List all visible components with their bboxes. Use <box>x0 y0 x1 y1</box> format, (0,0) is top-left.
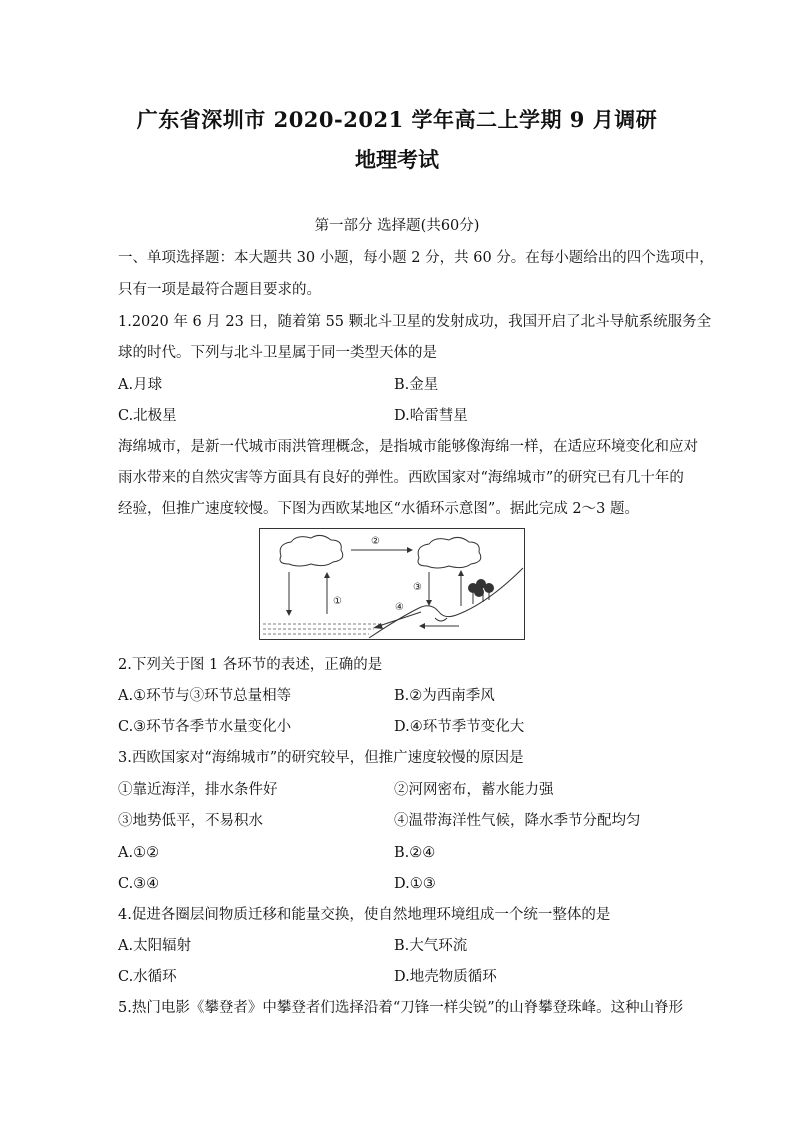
q3-statement-4: ④温带海洋性气候，降水季节分配均匀 <box>394 813 641 829</box>
label-2: ② <box>371 536 380 547</box>
q4-option-b: B.大气环流 <box>394 938 468 954</box>
section-header: 第一部分 选择题(共60分) <box>314 218 480 234</box>
q1-option-b: B.金星 <box>394 377 439 393</box>
q2-option-a: A.①环节与③环节总量相等 <box>118 688 292 704</box>
q1-option-c: C.北极星 <box>118 408 177 424</box>
q4-stem: 4.促进各圈层间物质迁移和能量交换，使自然地理环境组成一个统一整体的是 <box>118 907 611 923</box>
page-subtitle: 地理考试 <box>355 147 439 172</box>
q3-option-c: C.③④ <box>118 876 160 892</box>
q1-stem-line-2: 球的时代。下列与北斗卫星属于同一类型天体的是 <box>118 345 437 361</box>
passage-line-2: 雨水带来的自然灾害等方面具有良好的弹性。西欧国家对“海绵城市”的研究已有几十年的 <box>118 470 684 486</box>
q3-statement-3: ③地势低平，不易积水 <box>118 813 263 829</box>
water-cycle-diagram <box>259 528 525 640</box>
passage-line-1: 海绵城市，是新一代城市雨洪管理概念，是指城市能够像海绵一样，在适应环境变化和应对 <box>118 439 698 455</box>
q5-stem-line-1: 5.热门电影《攀登者》中攀登者们选择沿着“刀锋一样尖锐”的山脊攀登珠峰。这种山脊形 <box>118 1000 684 1016</box>
q1-option-d: D.哈雷彗星 <box>394 408 468 424</box>
q4-option-a: A.太阳辐射 <box>118 938 192 954</box>
q4-option-c: C.水循环 <box>118 969 177 985</box>
q2-option-c: C.③环节各季节水量变化小 <box>118 719 292 735</box>
q3-statement-1: ①靠近海洋，排水条件好 <box>118 782 278 798</box>
label-3: ③ <box>413 582 422 593</box>
q3-option-b: B.②④ <box>394 845 436 861</box>
page-title: 广东省深圳市 2020-2021 学年高二上学期 9 月调研 <box>136 107 658 132</box>
q3-statement-2: ②河网密布，蓄水能力强 <box>394 782 554 798</box>
q3-stem: 3.西欧国家对“海绵城市”的研究较早，但推广速度较慢的原因是 <box>118 750 524 766</box>
label-1: ① <box>333 596 342 607</box>
q2-stem: 2.下列关于图 1 各环节的表述，正确的是 <box>118 657 383 673</box>
instructions-line-2: 只有一项是最符合题目要求的。 <box>118 282 321 298</box>
q1-stem-line-1: 1.2020 年 6 月 23 日，随着第 55 颗北斗卫星的发射成功，我国开启了北斗导航系统服务全 <box>118 314 712 330</box>
q4-option-d: D.地壳物质循环 <box>394 969 497 985</box>
q1-option-a: A.月球 <box>118 377 163 393</box>
q2-option-b: B.②为西南季风 <box>394 688 495 704</box>
q3-option-a: A.①② <box>118 845 160 861</box>
q2-option-d: D.④环节季节变化大 <box>394 719 525 735</box>
instructions-line-1: 一、单项选择题：本大题共 30 小题，每小题 2 分，共 60 分。在每小题给出的四个选项中， <box>118 250 714 266</box>
passage-line-3: 经验，但推广速度较慢。下图为西欧某地区“水循环示意图”。据此完成 2～3 题。 <box>118 501 639 517</box>
q3-option-d: D.①③ <box>394 876 436 892</box>
label-4: ④ <box>395 602 404 613</box>
